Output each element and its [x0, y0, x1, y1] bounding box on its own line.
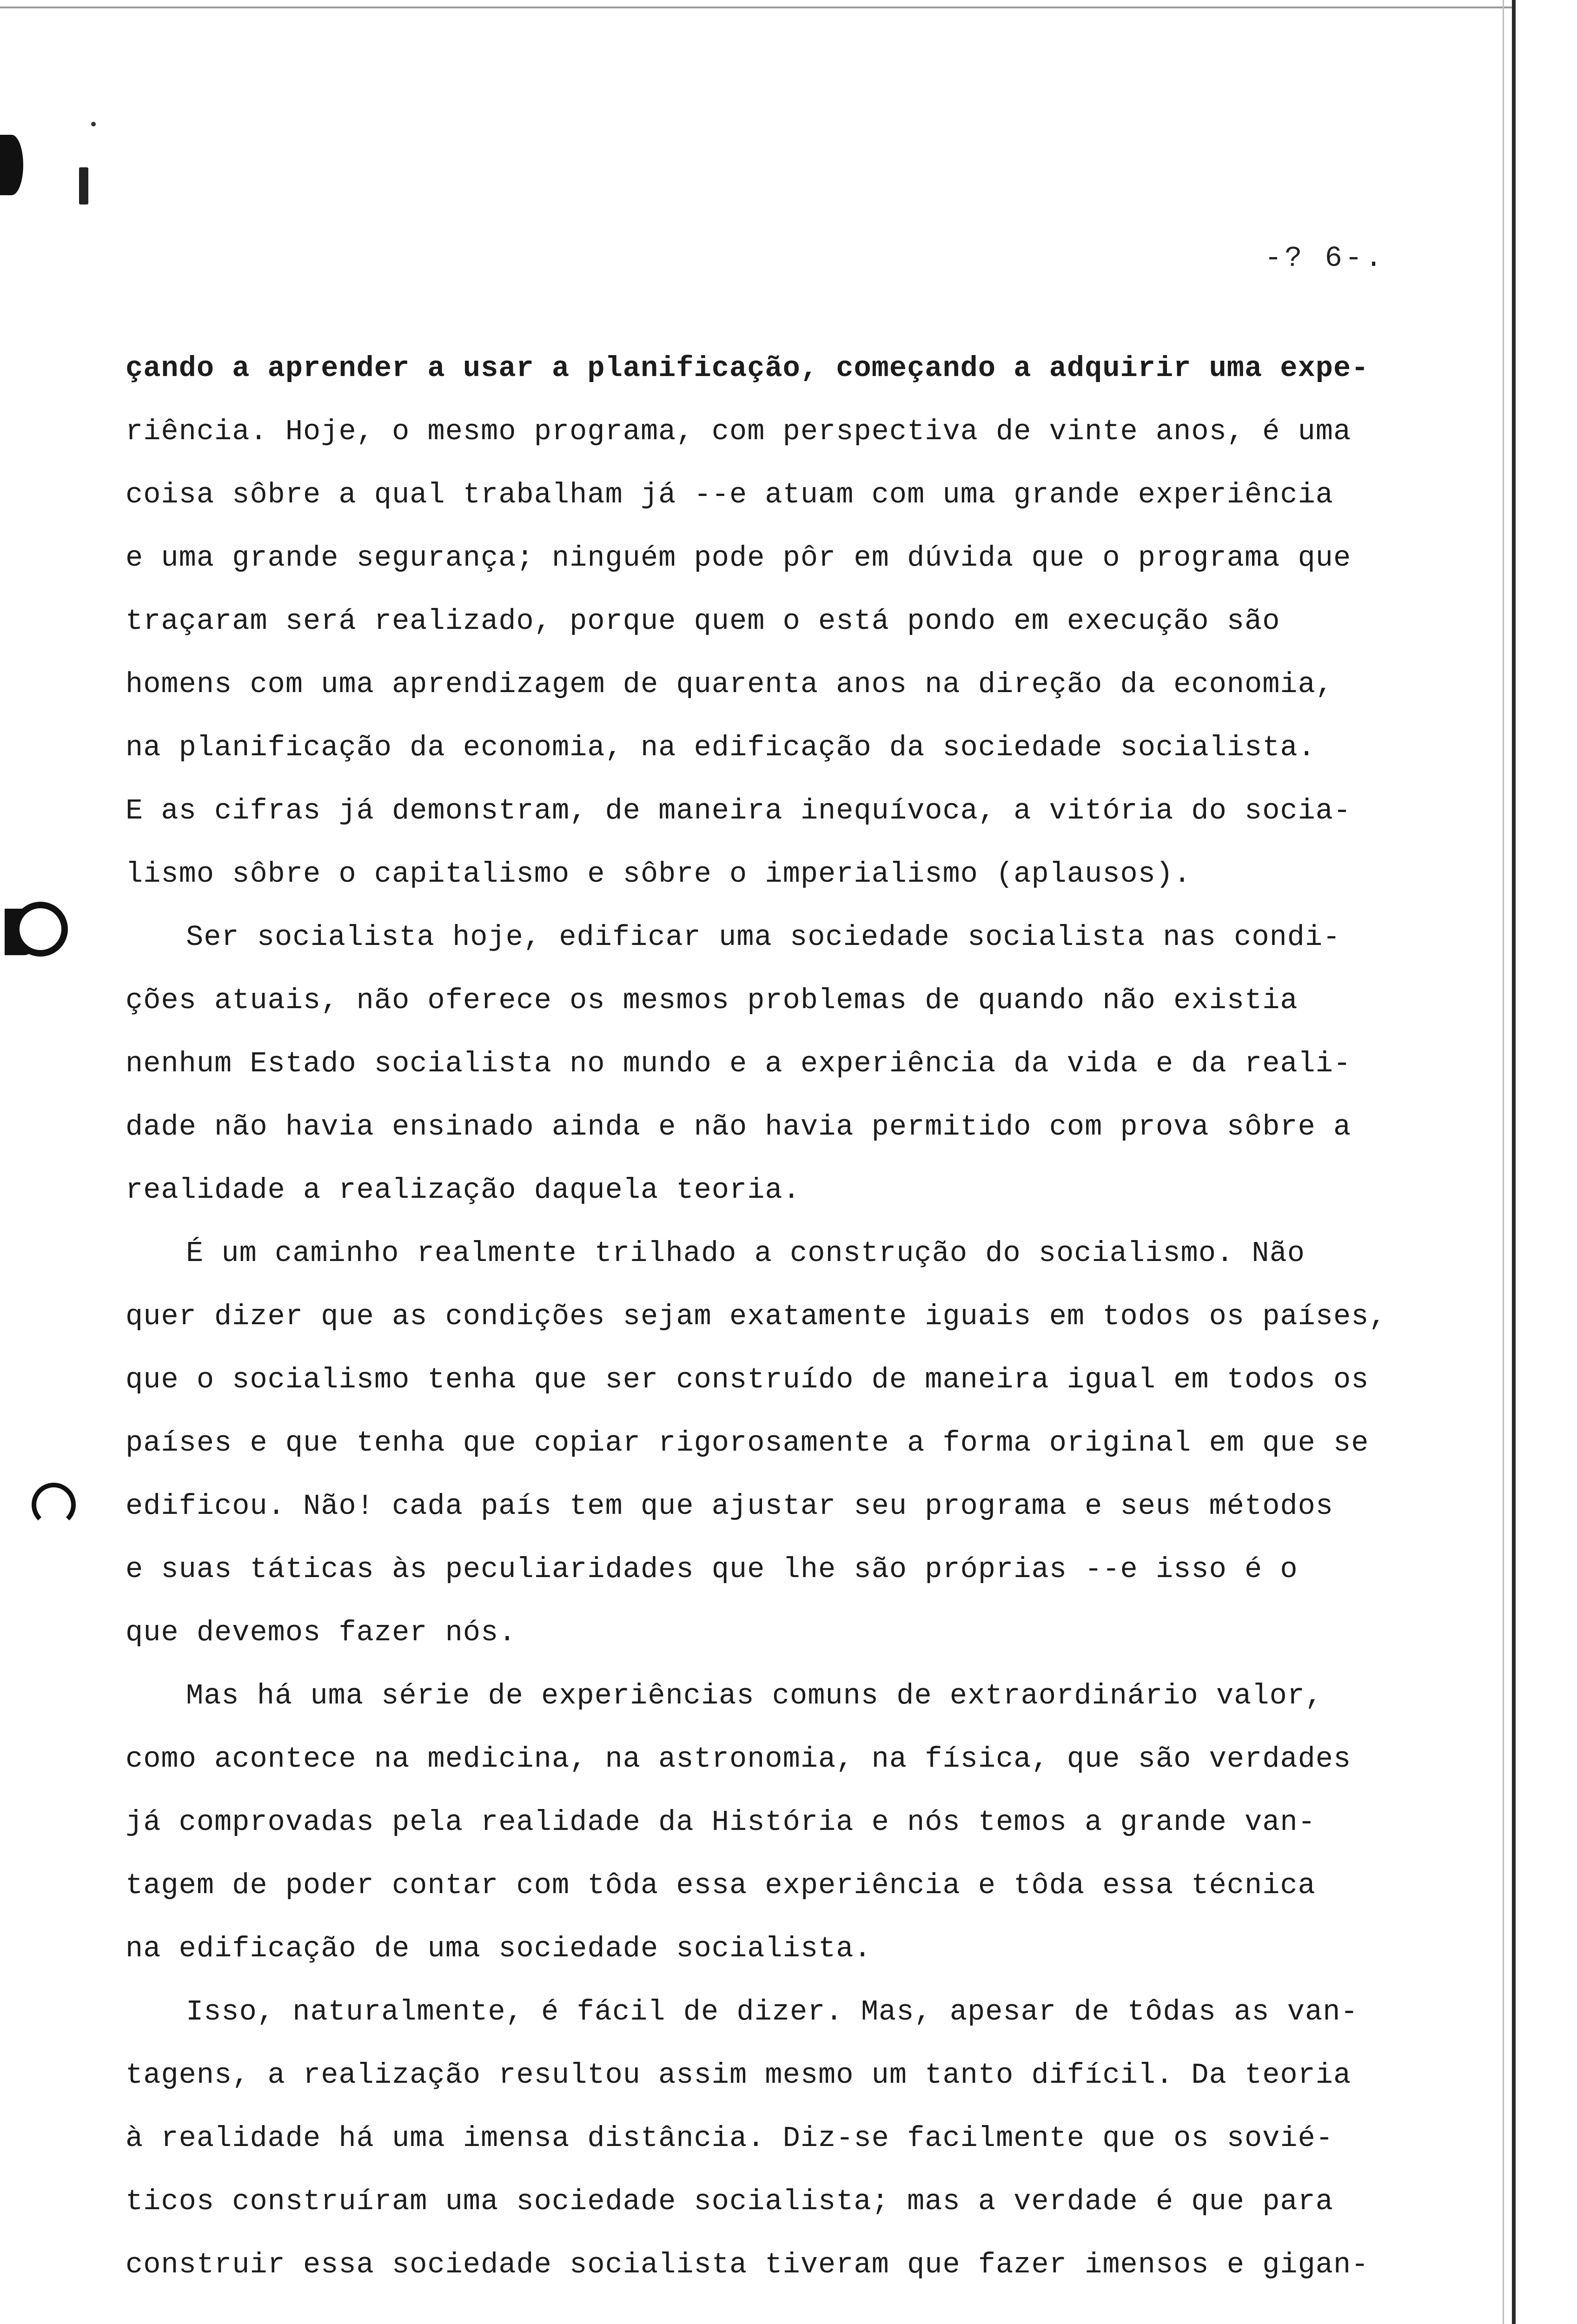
punch-hole-middle	[13, 902, 68, 957]
scan-top-edge	[0, 7, 1516, 8]
text-line: quer dizer que as condições sejam exatamente iguais em todos os países,	[126, 1300, 1387, 1333]
typed-page-body	[126, 337, 1469, 2297]
text-line: na edificação de uma sociedade socialista.	[126, 1932, 872, 1965]
punch-hole-lower	[32, 1483, 76, 1527]
text-line: ções atuais, não oferece os mesmos problemas de quando não existia	[126, 984, 1298, 1017]
text-line: construir essa sociedade socialista tiveram que fazer imensos e gigan-	[126, 2248, 1369, 2281]
text-line: à realidade há uma imensa distância. Diz-se facilmente que os sovié-	[126, 2122, 1334, 2155]
paragraph-start-line: Ser socialista hoje, edificar uma sociedade socialista nas condi-	[186, 921, 1341, 954]
text-line: E as cifras já demonstram, de maneira inequívoca, a vitória do socia-	[126, 794, 1352, 827]
text-line: tagens, a realização resultou assim mesmo um tanto difícil. Da teoria	[126, 2059, 1352, 2092]
scan-right-edge	[1512, 0, 1516, 2324]
text-line: homens com uma aprendizagem de quarenta anos na direção da economia,	[126, 668, 1334, 701]
paragraph-start-line: Mas há uma série de experiências comuns de extraordinário valor,	[186, 1679, 1323, 1712]
text-line: países e que tenha que copiar rigorosamente a forma original em que se	[126, 1426, 1369, 1459]
text-line: çando a aprender a usar a planificação, começando a adquirir uma expe-	[126, 352, 1369, 385]
scan-right-guide	[1503, 0, 1504, 2324]
punch-hole-top	[0, 135, 23, 195]
text-line: que o socialismo tenha que ser construído de maneira igual em todos os	[126, 1363, 1369, 1396]
text-line: riência. Hoje, o mesmo programa, com perspectiva de vinte anos, é uma	[126, 415, 1352, 448]
text-line: dade não havia ensinado ainda e não havia permitido com prova sôbre a	[126, 1110, 1352, 1143]
text-line: como acontece na medicina, na astronomia, na física, que são verdades	[126, 1743, 1352, 1776]
text-line: e uma grande segurança; ninguém pode pôr em dúvida que o programa que	[126, 541, 1352, 574]
staple-mark	[79, 167, 88, 205]
text-line: na planificação da economia, na edificação da sociedade socialista.	[126, 731, 1316, 764]
text-line: ticos construíram uma sociedade socialista; mas a verdade é que para	[126, 2185, 1334, 2218]
text-line: lismo sôbre o capitalismo e sôbre o imperialismo (aplausos).	[126, 858, 1192, 891]
text-line: edificou. Não! cada país tem que ajustar seu programa e seus métodos	[126, 1490, 1334, 1523]
text-line: tagem de poder contar com tôda essa experiência e tôda essa técnica	[126, 1869, 1316, 1902]
text-line: nenhum Estado socialista no mundo e a experiência da vida e da reali-	[126, 1047, 1352, 1080]
text-line: realidade a realização daquela teoria.	[126, 1174, 801, 1207]
text-line: coisa sôbre a qual trabalham já --e atuam com uma grande experiência	[126, 478, 1334, 511]
page-number: -? 6-.	[1265, 242, 1385, 275]
text-line: que devemos fazer nós.	[126, 1616, 517, 1649]
paragraph-start-line: Isso, naturalmente, é fácil de dizer. Mas, apesar de tôdas as van-	[186, 1995, 1358, 2028]
text-line: e suas táticas às peculiaridades que lhe são próprias --e isso é o	[126, 1553, 1298, 1586]
paragraph-start-line: É um caminho realmente trilhado a construção do socialismo. Não	[186, 1237, 1305, 1270]
text-line: já comprovadas pela realidade da História e nós temos a grande van-	[126, 1806, 1316, 1839]
text-line: traçaram será realizado, porque quem o está pondo em execução são	[126, 605, 1280, 638]
ink-speck	[91, 122, 96, 126]
